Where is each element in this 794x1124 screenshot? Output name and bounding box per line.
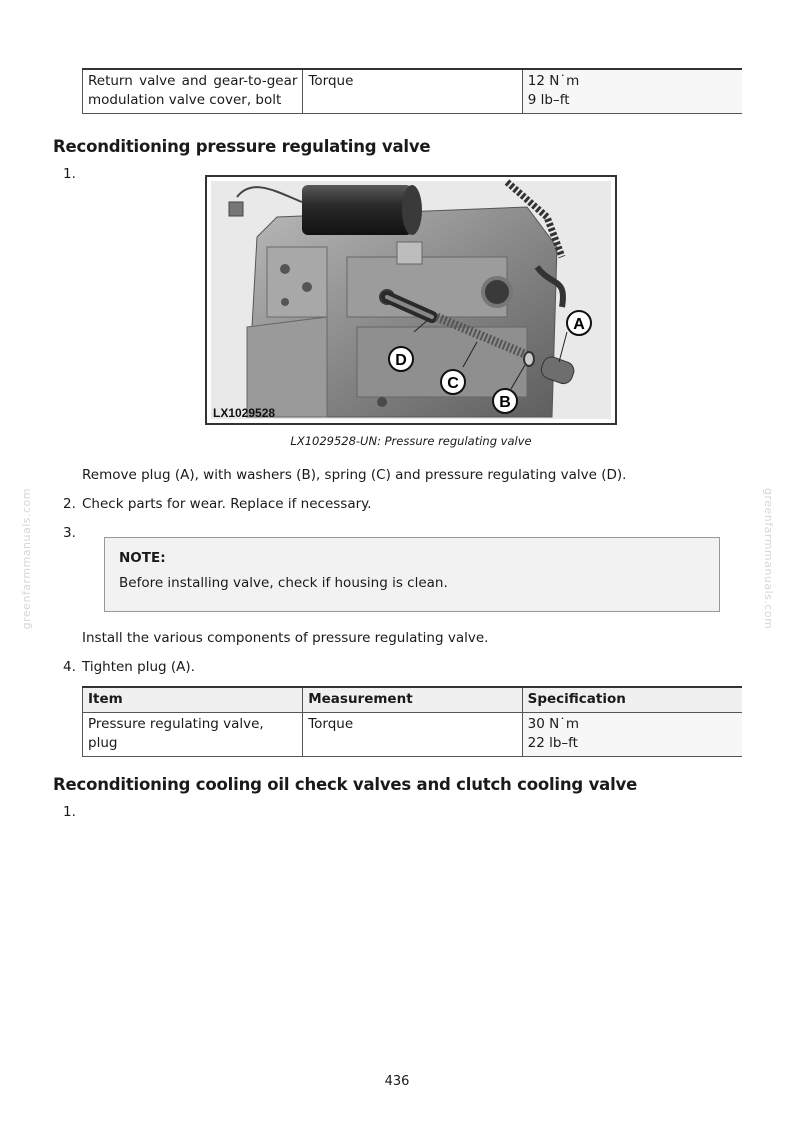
section-heading: Reconditioning pressure regulating valve: [53, 137, 431, 156]
watermark-left: greenfarmmanuals.com: [20, 488, 33, 630]
callout-a-label: A: [573, 316, 585, 333]
section-heading: Reconditioning cooling oil check valves and clutch cooling valve: [53, 775, 638, 794]
callout-b: [493, 389, 517, 413]
note-box: [104, 537, 720, 612]
callout-b-label: B: [499, 394, 511, 411]
step-text: Install the various components of pressure regulating valve.: [82, 630, 489, 646]
table-cell-measurement: Torque: [303, 69, 522, 114]
table-cell-spec: [522, 69, 742, 114]
table-cell-item: Pressure regulating valve, plug: [83, 713, 303, 757]
step-text: Remove plug (A), with washers (B), spring (C) and pressure regulating valve (D).: [82, 467, 627, 483]
callout-a: [567, 311, 591, 335]
spec-metric: 12 N˙m: [527, 73, 580, 89]
page-number: 436: [384, 1074, 410, 1089]
callout-d: [389, 347, 413, 371]
note-title: NOTE:: [119, 550, 166, 566]
callout-c: [441, 370, 465, 394]
step-text: Tighten plug (A).: [82, 659, 195, 675]
step-number: 3.: [63, 525, 76, 541]
table-header-row: [83, 687, 743, 713]
step-number: 4.: [63, 659, 76, 675]
table-row: [83, 69, 743, 114]
callout-c-label: C: [447, 375, 459, 392]
table-cell-item: [83, 69, 303, 114]
step-number: 2.: [63, 496, 76, 512]
item-line: Return valve and gear-to-gear: [88, 73, 298, 89]
figure-pressure-regulating-valve: [205, 175, 617, 425]
watermark-right: greenfarmmanuals.com: [762, 488, 775, 630]
item-line: modulation valve cover, bolt: [88, 92, 282, 108]
column-header-measurement: Measurement: [303, 687, 522, 713]
column-header-item: Item: [83, 687, 303, 713]
torque-spec-table: [82, 686, 742, 757]
spec-metric: 30 N˙m: [527, 716, 580, 732]
callout-d-label: D: [395, 352, 407, 369]
step-text: Check parts for wear. Replace if necessary.: [82, 496, 372, 512]
valve-housing-illustration: [207, 177, 615, 423]
table-cell-spec: [522, 713, 742, 757]
table-cell-measurement: Torque: [303, 713, 522, 757]
table-row: [83, 713, 743, 757]
spec-imperial: 9 lb–ft: [527, 92, 570, 108]
step-number: 1.: [63, 166, 76, 182]
spec-imperial: 22 lb–ft: [527, 735, 578, 751]
figure-code-label: LX1029528: [213, 406, 276, 420]
column-header-specification: Specification: [522, 687, 742, 713]
figure-caption: LX1029528-UN: Pressure regulating valve: [290, 434, 532, 448]
step-number: 1.: [63, 804, 76, 820]
note-text: Before installing valve, check if housing is clean.: [119, 575, 448, 591]
torque-table-continued: [82, 68, 742, 114]
